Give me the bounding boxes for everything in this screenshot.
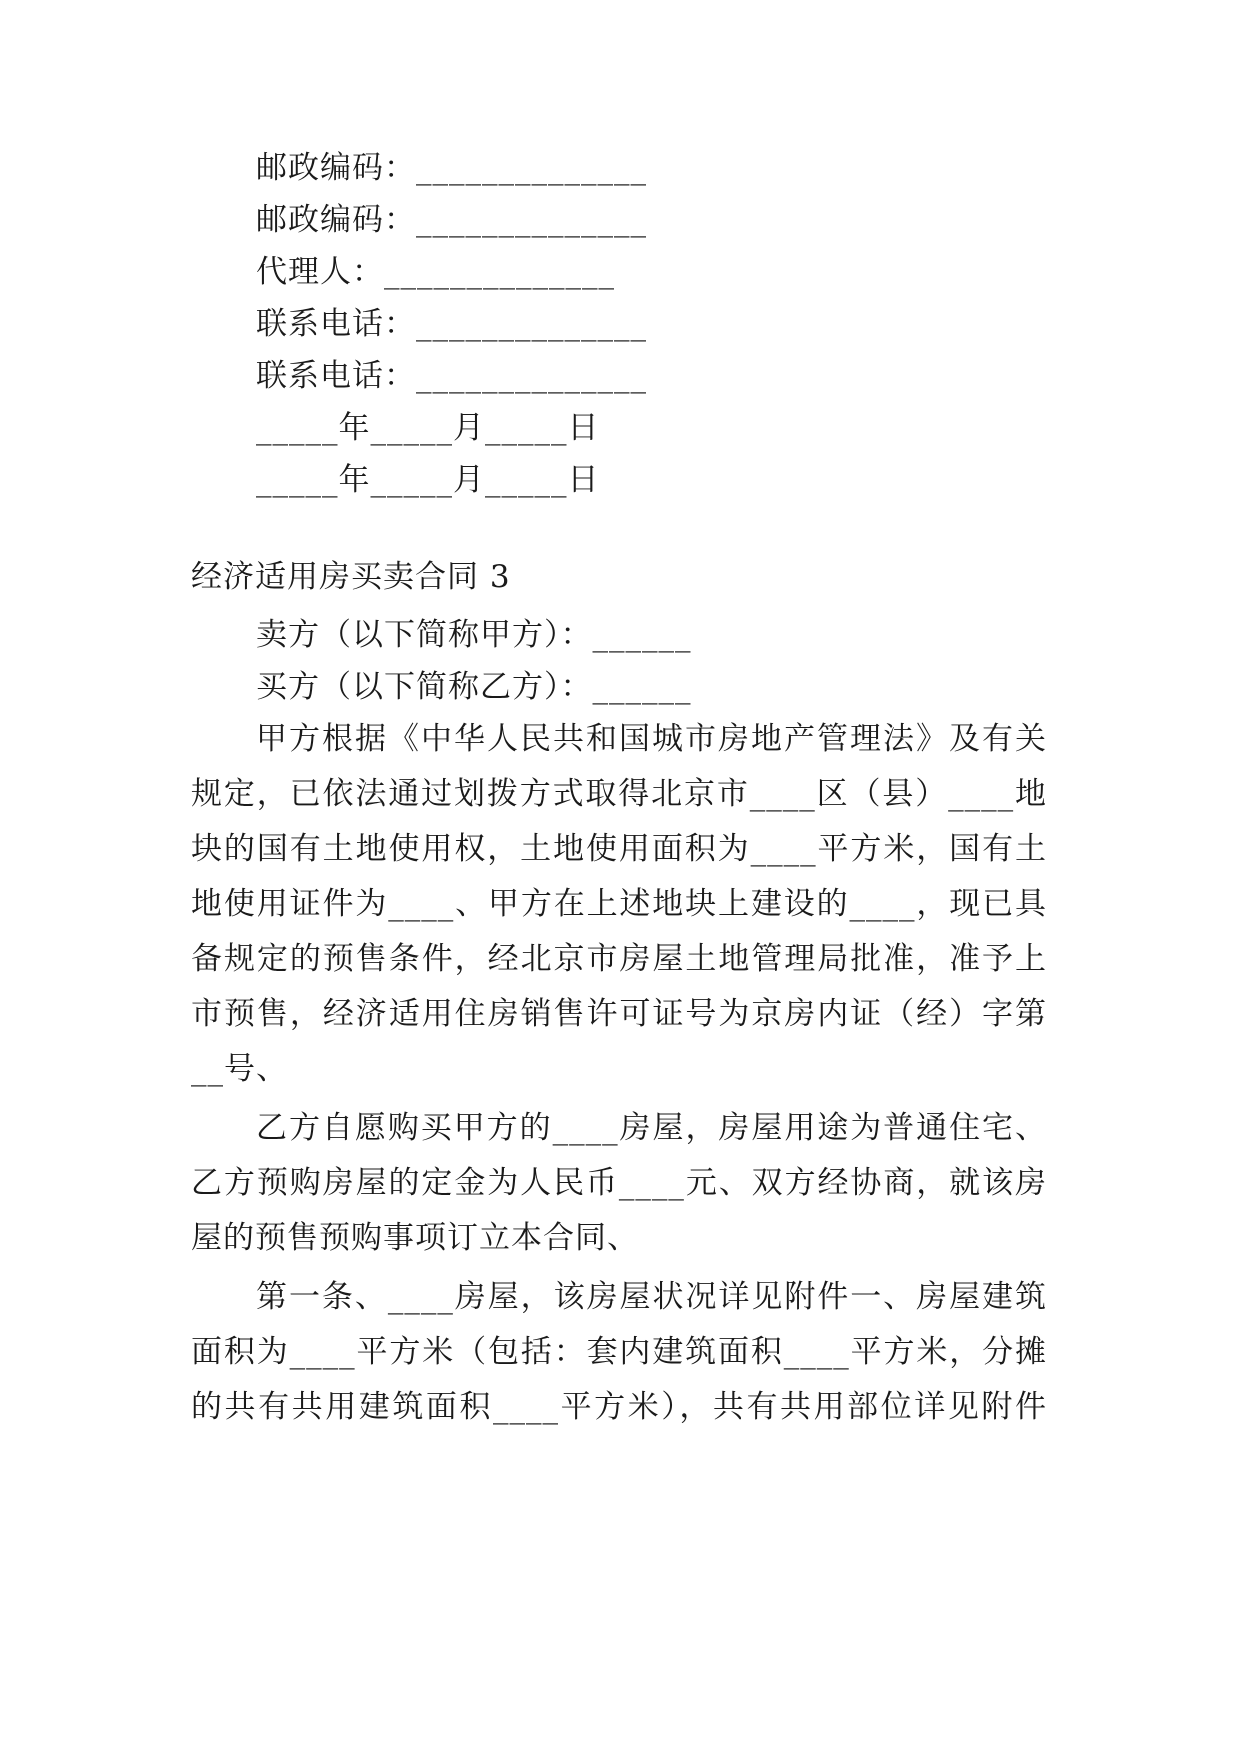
date-field: _____年_____月_____日	[256, 462, 600, 498]
date-field: _____年_____月_____日	[256, 410, 600, 446]
agent-field: 代理人：______________	[256, 254, 615, 290]
paragraph-line: 面积为____平方米（包括：套内建筑面积____平方米，分摊	[191, 1334, 1047, 1370]
postal-code-field: 邮政编码：______________	[256, 150, 647, 186]
paragraph-line: 屋的预售预购事项订立本合同、	[191, 1220, 639, 1256]
paragraph-line: 地使用证件为____、甲方在上述地块上建设的____，现已具	[191, 886, 1047, 922]
phone-field: 联系电话：______________	[256, 358, 647, 394]
buyer-line: 买方（以下简称乙方）：______	[256, 669, 692, 705]
paragraph-line: 的共有共用建筑面积____平方米），共有共用部位详见附件	[191, 1389, 1047, 1425]
seller-line: 卖方（以下简称甲方）：______	[256, 617, 692, 653]
paragraph-line: 第一条、____房屋，该房屋状况详见附件一、房屋建筑	[256, 1279, 1047, 1315]
paragraph-line: 规定，已依法通过划拨方式取得北京市____区（县）____地	[191, 776, 1047, 812]
paragraph-line: 乙方自愿购买甲方的____房屋，房屋用途为普通住宅、	[256, 1110, 1047, 1146]
postal-code-field: 邮政编码：______________	[256, 202, 647, 238]
section-title: 经济适用房买卖合同 3	[191, 559, 511, 595]
paragraph-line: 块的国有土地使用权，土地使用面积为____平方米，国有土	[191, 831, 1047, 867]
paragraph-line: __号、	[191, 1051, 288, 1087]
paragraph-line: 市预售，经济适用住房销售许可证号为京房内证（经）字第	[191, 996, 1047, 1032]
paragraph-line: 甲方根据《中华人民共和国城市房地产管理法》及有关	[256, 721, 1047, 757]
paragraph-line: 备规定的预售条件，经北京市房屋土地管理局批准，准予上	[191, 941, 1047, 977]
phone-field: 联系电话：______________	[256, 306, 647, 342]
paragraph-line: 乙方预购房屋的定金为人民币____元、双方经协商，就该房	[191, 1165, 1047, 1201]
